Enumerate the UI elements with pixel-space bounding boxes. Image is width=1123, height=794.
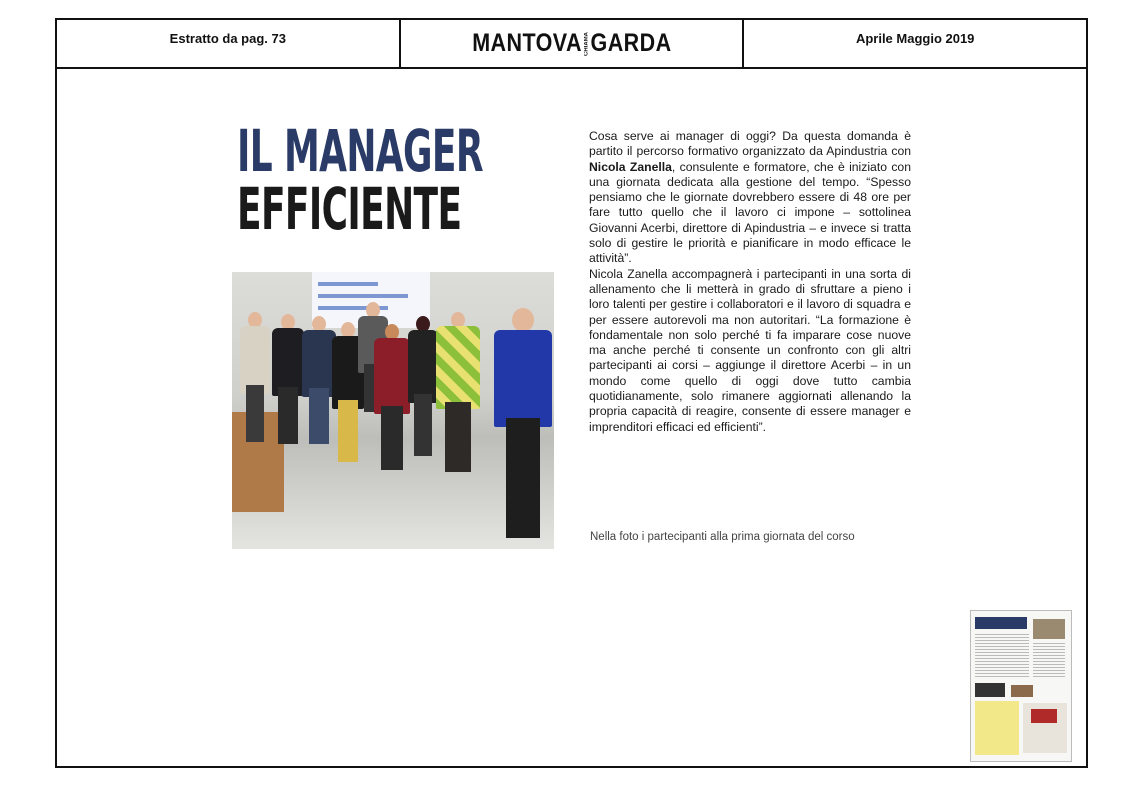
article-title — [237, 117, 483, 243]
person-9 — [494, 308, 552, 538]
person-8 — [436, 312, 480, 472]
person-6 — [374, 324, 410, 470]
person-1 — [240, 312, 270, 442]
masthead-mid: CHIAMA — [583, 31, 589, 56]
title-line-1: IL MANAGER — [237, 117, 483, 185]
header-bar — [57, 20, 1086, 69]
paragraph-1: Cosa serve ai manager di oggi? Da questa domanda è partito il percorso formativo organizzato da Apindustria con Nicola Zanella, consulente e formatore, che è iniziato con una giornata dedicata alla gestione del tempo. “Spesso pensiamo che le giornate dovrebbero essere di 48 ore per fare tutto quello che il lavoro ci impone – sottolinea Giovanni Acerbi, direttore di Apindustria – e invece si tratta solo di gestire le priorità e pianificare in modo efficace le attività”. — [589, 129, 911, 266]
title-line-2: EFFICIENTE — [237, 175, 462, 243]
clipping-frame — [55, 18, 1088, 768]
article-body — [589, 129, 911, 435]
person-3 — [302, 316, 336, 444]
page-thumbnail — [970, 610, 1072, 762]
page-extract-label: Estratto da pag. 73 — [169, 31, 286, 46]
person-2 — [272, 314, 304, 444]
masthead-left: MANTOVA — [471, 29, 582, 57]
masthead-right: GARDA — [590, 29, 672, 57]
group-photo — [232, 272, 554, 549]
masthead-logo — [399, 20, 745, 67]
photo-caption: Nella foto i partecipanti alla prima giornata del corso — [590, 531, 855, 543]
highlighted-name: Nicola Zanella — [589, 159, 672, 174]
person-7 — [408, 316, 438, 456]
issue-date: Aprile Maggio 2019 — [855, 31, 975, 46]
paragraph-2: Nicola Zanella accompagnerà i partecipanti in una sorta di allenamento che li metterà in grado di sfruttare a pieno i loro talenti per gestire i collaboratori e il lavoro di squadra e per essere autorevoli ma non autoritari. “La formazione è fondamentale non solo perché ti fa imparare cose nuove ma anche perché ti consente un confronto con gli altri partecipanti ai corsi – aggiunge il direttore Acerbi – in un mondo come quello di oggi dove tutto cambia quotidianamente, solo rimanere aggiornati allenando la propria capacità di reagire, consente di essere manager e imprenditori efficaci ed efficienti”. — [589, 266, 911, 434]
